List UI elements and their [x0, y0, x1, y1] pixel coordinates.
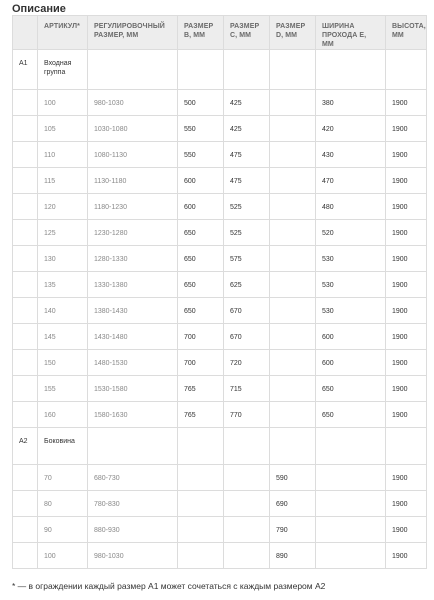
cell-size-b: 500 [178, 90, 224, 116]
empty-cell [13, 376, 38, 402]
cell-passage-width [316, 543, 386, 569]
cell-size-c: 625 [224, 272, 270, 298]
table-row [13, 543, 427, 569]
table-row [13, 246, 427, 272]
cell-size-c: 525 [224, 220, 270, 246]
cell-height: 1900 [386, 491, 427, 517]
cell-size-d [270, 90, 316, 116]
cell-adjust-size: 1480-1530 [88, 350, 178, 376]
header-height: ВЫСОТА, ММ [386, 16, 427, 50]
cell-size-b: 650 [178, 246, 224, 272]
group-row [13, 50, 427, 90]
cell-article: 160 [38, 402, 88, 428]
empty-cell [13, 90, 38, 116]
cell-size-b [178, 491, 224, 517]
cell-adjust-size: 980-1030 [88, 90, 178, 116]
cell-article: 140 [38, 298, 88, 324]
cell-article: 70 [38, 465, 88, 491]
cell-size-b: 550 [178, 142, 224, 168]
table-row [13, 402, 427, 428]
cell-height: 1900 [386, 116, 427, 142]
cell-article: 100 [38, 90, 88, 116]
cell-adjust-size: 1280-1330 [88, 246, 178, 272]
empty-cell [13, 491, 38, 517]
empty-cell [13, 246, 38, 272]
table-body [13, 50, 427, 569]
cell-height: 1900 [386, 272, 427, 298]
empty-cell [88, 428, 178, 465]
cell-size-d [270, 272, 316, 298]
cell-size-c: 720 [224, 350, 270, 376]
table-row [13, 272, 427, 298]
cell-passage-width: 470 [316, 168, 386, 194]
cell-passage-width: 530 [316, 298, 386, 324]
cell-size-d [270, 246, 316, 272]
header-adjust-size: РЕГУЛИРОВОЧНЫЙ РАЗМЕР, ММ [88, 16, 178, 50]
cell-size-b: 650 [178, 272, 224, 298]
cell-passage-width: 600 [316, 350, 386, 376]
cell-adjust-size: 780-830 [88, 491, 178, 517]
cell-height: 1900 [386, 350, 427, 376]
table-row [13, 517, 427, 543]
cell-height: 1900 [386, 324, 427, 350]
header-passage-width: ШИРИНА ПРОХОДА E, ММ [316, 16, 386, 50]
empty-cell [13, 517, 38, 543]
cell-passage-width: 650 [316, 376, 386, 402]
cell-adjust-size: 1330-1380 [88, 272, 178, 298]
cell-size-b: 600 [178, 194, 224, 220]
cell-article: 125 [38, 220, 88, 246]
cell-size-c: 525 [224, 194, 270, 220]
cell-passage-width: 530 [316, 246, 386, 272]
table-header-row [13, 16, 427, 50]
table-row [13, 90, 427, 116]
spec-table [12, 15, 427, 569]
group-name: Боковина [38, 428, 88, 465]
cell-size-b: 700 [178, 324, 224, 350]
cell-passage-width: 380 [316, 90, 386, 116]
cell-size-c: 670 [224, 298, 270, 324]
cell-passage-width [316, 517, 386, 543]
cell-adjust-size: 1580-1630 [88, 402, 178, 428]
group-code: А1 [13, 50, 38, 90]
table-row [13, 194, 427, 220]
cell-size-d [270, 116, 316, 142]
cell-article: 105 [38, 116, 88, 142]
group-row [13, 428, 427, 465]
cell-size-c: 575 [224, 246, 270, 272]
cell-passage-width [316, 491, 386, 517]
cell-size-c: 715 [224, 376, 270, 402]
cell-size-d: 790 [270, 517, 316, 543]
cell-passage-width: 600 [316, 324, 386, 350]
cell-adjust-size: 1230-1280 [88, 220, 178, 246]
empty-cell [270, 428, 316, 465]
table-row [13, 324, 427, 350]
table-row [13, 220, 427, 246]
table-row [13, 116, 427, 142]
cell-article: 130 [38, 246, 88, 272]
empty-cell [13, 272, 38, 298]
table-row [13, 376, 427, 402]
cell-size-b [178, 465, 224, 491]
cell-passage-width: 480 [316, 194, 386, 220]
table-row [13, 350, 427, 376]
cell-size-b: 650 [178, 220, 224, 246]
empty-cell [316, 428, 386, 465]
empty-cell [13, 543, 38, 569]
header-group [13, 16, 38, 50]
page-title: Описание [12, 3, 66, 15]
cell-adjust-size: 1030-1080 [88, 116, 178, 142]
empty-cell [13, 350, 38, 376]
cell-height: 1900 [386, 142, 427, 168]
cell-size-d: 590 [270, 465, 316, 491]
cell-passage-width: 650 [316, 402, 386, 428]
cell-size-d [270, 194, 316, 220]
cell-size-d [270, 324, 316, 350]
empty-cell [386, 50, 427, 90]
empty-cell [224, 428, 270, 465]
empty-cell [13, 168, 38, 194]
cell-size-b [178, 543, 224, 569]
cell-article: 100 [38, 543, 88, 569]
cell-adjust-size: 980-1030 [88, 543, 178, 569]
cell-article: 110 [38, 142, 88, 168]
empty-cell [13, 324, 38, 350]
cell-size-c [224, 543, 270, 569]
cell-height: 1900 [386, 465, 427, 491]
cell-size-d [270, 220, 316, 246]
cell-article: 155 [38, 376, 88, 402]
empty-cell [88, 50, 178, 90]
cell-adjust-size: 680-730 [88, 465, 178, 491]
cell-adjust-size: 1130-1180 [88, 168, 178, 194]
cell-passage-width: 420 [316, 116, 386, 142]
header-size-b: РАЗМЕР B, ММ [178, 16, 224, 50]
footnote: * — в ограждении каждый размер А1 может сочетаться с каждым размером А2 [12, 581, 326, 591]
cell-size-d [270, 142, 316, 168]
cell-article: 120 [38, 194, 88, 220]
header-article: АРТИКУЛ* [38, 16, 88, 50]
cell-adjust-size: 1380-1430 [88, 298, 178, 324]
cell-article: 145 [38, 324, 88, 350]
empty-cell [13, 116, 38, 142]
cell-height: 1900 [386, 298, 427, 324]
cell-size-d [270, 298, 316, 324]
cell-passage-width [316, 465, 386, 491]
cell-height: 1900 [386, 90, 427, 116]
cell-article: 80 [38, 491, 88, 517]
cell-article: 150 [38, 350, 88, 376]
cell-height: 1900 [386, 194, 427, 220]
table-row [13, 298, 427, 324]
cell-size-c [224, 491, 270, 517]
cell-passage-width: 520 [316, 220, 386, 246]
cell-size-c: 425 [224, 90, 270, 116]
cell-height: 1900 [386, 168, 427, 194]
cell-size-c [224, 465, 270, 491]
table-row [13, 168, 427, 194]
cell-adjust-size: 1080-1130 [88, 142, 178, 168]
cell-height: 1900 [386, 246, 427, 272]
cell-article: 135 [38, 272, 88, 298]
cell-height: 1900 [386, 376, 427, 402]
empty-cell [13, 194, 38, 220]
cell-height: 1900 [386, 543, 427, 569]
cell-size-b: 600 [178, 168, 224, 194]
empty-cell [386, 428, 427, 465]
cell-size-c: 770 [224, 402, 270, 428]
cell-size-b: 700 [178, 350, 224, 376]
cell-article: 115 [38, 168, 88, 194]
cell-size-b: 765 [178, 376, 224, 402]
cell-size-d [270, 168, 316, 194]
empty-cell [178, 428, 224, 465]
empty-cell [270, 50, 316, 90]
cell-height: 1900 [386, 220, 427, 246]
table-row [13, 491, 427, 517]
cell-size-c: 475 [224, 142, 270, 168]
header-size-d: РАЗМЕР D, ММ [270, 16, 316, 50]
cell-size-c: 425 [224, 116, 270, 142]
cell-article: 90 [38, 517, 88, 543]
cell-height: 1900 [386, 402, 427, 428]
cell-size-b: 765 [178, 402, 224, 428]
cell-size-b [178, 517, 224, 543]
empty-cell [13, 465, 38, 491]
empty-cell [13, 402, 38, 428]
table-row [13, 465, 427, 491]
empty-cell [13, 142, 38, 168]
cell-size-c: 670 [224, 324, 270, 350]
group-code: А2 [13, 428, 38, 465]
cell-height: 1900 [386, 517, 427, 543]
cell-adjust-size: 1430-1480 [88, 324, 178, 350]
cell-adjust-size: 1180-1230 [88, 194, 178, 220]
cell-passage-width: 530 [316, 272, 386, 298]
cell-size-d: 890 [270, 543, 316, 569]
cell-size-b: 650 [178, 298, 224, 324]
group-name: Входная группа [38, 50, 88, 90]
cell-passage-width: 430 [316, 142, 386, 168]
cell-size-d [270, 402, 316, 428]
table-row [13, 142, 427, 168]
cell-size-c [224, 517, 270, 543]
empty-cell [224, 50, 270, 90]
cell-size-d: 690 [270, 491, 316, 517]
header-size-c: РАЗМЕР C, ММ [224, 16, 270, 50]
empty-cell [316, 50, 386, 90]
cell-size-c: 475 [224, 168, 270, 194]
empty-cell [178, 50, 224, 90]
cell-size-b: 550 [178, 116, 224, 142]
empty-cell [13, 220, 38, 246]
cell-size-d [270, 350, 316, 376]
cell-adjust-size: 1530-1580 [88, 376, 178, 402]
cell-adjust-size: 880-930 [88, 517, 178, 543]
empty-cell [13, 298, 38, 324]
cell-size-d [270, 376, 316, 402]
